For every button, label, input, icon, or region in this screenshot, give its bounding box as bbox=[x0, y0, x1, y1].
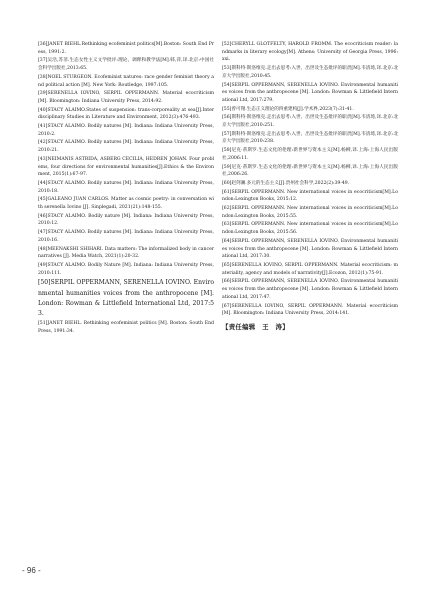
reference-number: [45] bbox=[38, 197, 48, 203]
reference-text: 赵剑澜.多元的生态主义[J].贵州社会科学,2022(2):39-49. bbox=[231, 180, 350, 186]
reference-entry bbox=[38, 229, 214, 244]
reference-text: STACY ALAIMO. Bodily natures [M]. Indiana: Indiana University Press, 2010:21. bbox=[38, 140, 214, 154]
reference-number: [39] bbox=[38, 91, 48, 97]
reference-number: [55] bbox=[222, 106, 232, 112]
reference-number: [47] bbox=[38, 230, 48, 236]
reference-entry bbox=[38, 213, 214, 228]
reference-text: SERENELLA IOVINO, SERPIL OPPERMANN. Material ecocriticism [M]. Bloomington: Indiana University Press, 2014:92. bbox=[38, 91, 214, 104]
reference-entry bbox=[222, 164, 398, 179]
responsible-editor: 【责任编辑 王 涛】 bbox=[222, 322, 289, 331]
reference-number: [40] bbox=[38, 107, 48, 113]
reference-entry bbox=[38, 107, 214, 122]
reference-text: JANET BIEHL.Rethinking ecofeminist politics[M].Boston: South End Press, 1991:2. bbox=[38, 42, 214, 55]
reference-entry bbox=[222, 180, 398, 188]
reference-entry bbox=[222, 41, 398, 64]
reference-entry bbox=[38, 57, 214, 72]
reference-number: [59] bbox=[222, 164, 232, 170]
reference-entry bbox=[222, 303, 398, 318]
reference-entry bbox=[38, 139, 214, 154]
reference-text: JANET BIEHL. Rethinking ecofeminist politics [M]. Boston: South End Press, 1991:34. bbox=[38, 321, 214, 334]
reference-number: [67] bbox=[222, 303, 232, 309]
reference-number: [61] bbox=[222, 189, 232, 195]
reference-entry bbox=[38, 246, 214, 261]
reference-number: [64] bbox=[222, 238, 232, 244]
reference-entry bbox=[38, 180, 214, 195]
reference-entry bbox=[38, 320, 214, 335]
reference-entry bbox=[38, 74, 214, 89]
reference-entry bbox=[38, 156, 214, 179]
reference-number: [43] bbox=[38, 156, 48, 162]
reference-number: [65] bbox=[222, 262, 232, 268]
reference-entry bbox=[222, 82, 398, 105]
reference-entry bbox=[222, 238, 398, 261]
reference-number: [41] bbox=[38, 124, 48, 130]
reference-text: STACY ALAIMO.States of suspension: trans-corporeality at sea[J].Interdisciplinary Studies in Literature and Environment, 2012(3):476-493. bbox=[38, 107, 214, 121]
reference-text: SERENELLA IOVINO, SERPIL OPPERMANN. Material ecocriticism: materiality, agency and models of narrativity[J].Ecozon, 2012(1):75-91. bbox=[222, 262, 398, 276]
reference-entry bbox=[222, 147, 398, 162]
reference-text: 尼克·蒂斯罗.生态文化的伦理:新世界与资本主义[M].杨柳,译.上海:上海人民出版社,2006:26. bbox=[222, 164, 398, 178]
reference-entry bbox=[222, 131, 398, 146]
reference-entry bbox=[38, 196, 214, 211]
reference-text: 斯科特·斯洛维克.走出去思考:入世、出世及生态批评的职责[M].韦清琦,译.北京:北京大学出版社,2010:251. bbox=[222, 115, 398, 129]
reference-entry bbox=[222, 278, 398, 301]
reference-number: [51] bbox=[38, 321, 48, 327]
reference-number: [37] bbox=[38, 58, 48, 64]
reference-text: SERENELLA IOVINO, SERPIL OPPERMANN. Material ecocriticism [M]. Bloomington: Indiana University Press, 2014:141. bbox=[222, 303, 398, 317]
reference-text: GALEANO JUAN CARLOS. Matter as cosmic poetry: in conversation with serenella Iovino [J]. Sinplegadi, 2021(21):148-155. bbox=[38, 197, 214, 211]
reference-entry bbox=[38, 123, 214, 138]
reference-number: [42] bbox=[38, 140, 48, 146]
reference-entry bbox=[38, 262, 214, 277]
reference-text: STACY ALAIMO. Bodily natures [M]. Indiana: Indiana University Press, 2010:16. bbox=[38, 230, 214, 243]
reference-text: SERPIL OPPERMANN. New international voices in ecocriticism[M].London:Lexington Books, 2015:55. bbox=[222, 206, 398, 219]
reference-number: [53] bbox=[222, 66, 232, 72]
references-right-column bbox=[222, 41, 398, 331]
reference-number: [50] bbox=[38, 279, 51, 287]
reference-text: NOEL STURGEON. Ecofeminist natures: race gender feminist theory and political action [M]. New York: Routledge, 1997:105. bbox=[38, 74, 214, 88]
reference-number: [52] bbox=[222, 42, 232, 47]
reference-entry bbox=[38, 278, 214, 319]
reference-number: [56] bbox=[222, 115, 232, 121]
reference-text: 尼克·蒂斯罗.生态文化的伦理:新世界与资本主义[M].杨柳,译.上海:上海人民出版社,2006:11. bbox=[222, 148, 398, 161]
reference-text: SERPIL OPPERMANN, SERENELLA IOVINO. Environmental humanities voices from the anthropocene [M]. London: Rowman & Littlefield International Ltd, 2017:47. bbox=[222, 279, 398, 300]
reference-number: [66] bbox=[222, 279, 232, 285]
reference-entry bbox=[222, 221, 398, 236]
reference-number: [36] bbox=[38, 42, 48, 47]
reference-text: STACY ALAIMO. Bodily natures [M]. Indiana: Indiana University Press, 2010:2. bbox=[38, 124, 214, 137]
reference-text: 斯科特·斯洛维克.走出去思考:入世、出世及生态批评的职责[M].韦清琦,译.北京:北京大学出版社,2010:238. bbox=[222, 131, 398, 145]
reference-entry bbox=[38, 90, 214, 105]
reference-text: SERPIL OPPERMANN, SERENELLA IOVINO. Environmental humanities voices from the anthropocene [M]. London: Rowman & Littlefield International Ltd, 2017:279. bbox=[222, 82, 398, 103]
reference-text: 吴浩,苏菲.生态女性主义文学批评:理论、调释和教学法[M].韩,萍,译.北京:中国社会科学出版社,2013:65. bbox=[38, 58, 214, 72]
reference-entry bbox=[222, 65, 398, 80]
reference-entry bbox=[222, 262, 398, 277]
reference-text: STACY ALAIMO. Bodily nature [M]. Indiana: Indiana University Press, 2010:12. bbox=[38, 213, 214, 227]
reference-entry bbox=[222, 205, 398, 220]
reference-number: [49] bbox=[38, 262, 48, 268]
reference-text: STACY ALAIMO. Bodily natures [M]. Indiana: Indiana University Press, 2010:18. bbox=[38, 180, 214, 194]
reference-number: [57] bbox=[222, 131, 232, 137]
reference-text: SERPIL OPPERMANN, SERENELLA IOVINO. Environmental humanities voices from the anthropocene [M]. London: Rowman & Littlefield International Ltd, 2017:53. bbox=[38, 279, 214, 317]
reference-number: [46] bbox=[38, 213, 48, 219]
reference-entry bbox=[222, 106, 398, 114]
reference-text: SERPIL OPPERMANN. New international voices in ecocriticism[M].London:Lexington Books, 2015:12. bbox=[222, 189, 398, 203]
references-left-column bbox=[38, 41, 214, 337]
reference-text: NEIMANIS ASTRIDA, ASBERG CECILIA, HEDREN JOHAN. Four problems, four directions for environmental humanities[J].Ethics & the Environment, 2015(1):67-97. bbox=[38, 156, 214, 178]
reference-text: SERPIL OPPERMANN. New international voices in ecocriticism[M].London:Lexington Books, 2015:56. bbox=[222, 222, 398, 236]
reference-text: STACY ALAIMO. Bodily Nature [M]. Indiana: Indiana University Press, 2010:111. bbox=[38, 262, 214, 276]
reference-number: [48] bbox=[38, 246, 48, 252]
reference-text: 斯科特·斯洛维克.走出去思考:入世、出世及生态批评的职责[M].韦清琦,译.北京:北京大学出版社,2010:45. bbox=[222, 66, 398, 79]
reference-number: [58] bbox=[222, 148, 232, 154]
reference-number: [38] bbox=[38, 74, 48, 80]
reference-number: [44] bbox=[38, 180, 48, 186]
reference-text: SERPIL OPPERMANN, SERENELLA IOVINO. Environmental humanities voices from the anthropocene [M]. London: Rowman & Littlefield International Ltd, 2017:30. bbox=[222, 238, 398, 260]
page-number: - 96 - bbox=[22, 566, 41, 575]
reference-text: CHERYLL GLOTFELTY, HAROLD FROMM. The ecocriticism reader: landmarks in literary ecology[M]. Athens: University of Georgia Press, 1996:xxi. bbox=[222, 42, 398, 63]
reference-text: MEENAKSHI SHIHARI. Data matters: The informalized body in cancer narratives [J]. Media Watch, 2021(1):20-32. bbox=[38, 246, 214, 260]
reference-number: [54] bbox=[222, 82, 232, 88]
reference-number: [62] bbox=[222, 206, 232, 212]
reference-text: 曾可翔.生态正义理论的四重建构[J].学术界,2023(7):31-41. bbox=[231, 106, 354, 112]
reference-number: [60] bbox=[222, 180, 232, 186]
reference-entry bbox=[222, 189, 398, 204]
reference-entry bbox=[222, 114, 398, 129]
reference-number: [63] bbox=[222, 222, 232, 228]
reference-entry bbox=[38, 41, 214, 56]
